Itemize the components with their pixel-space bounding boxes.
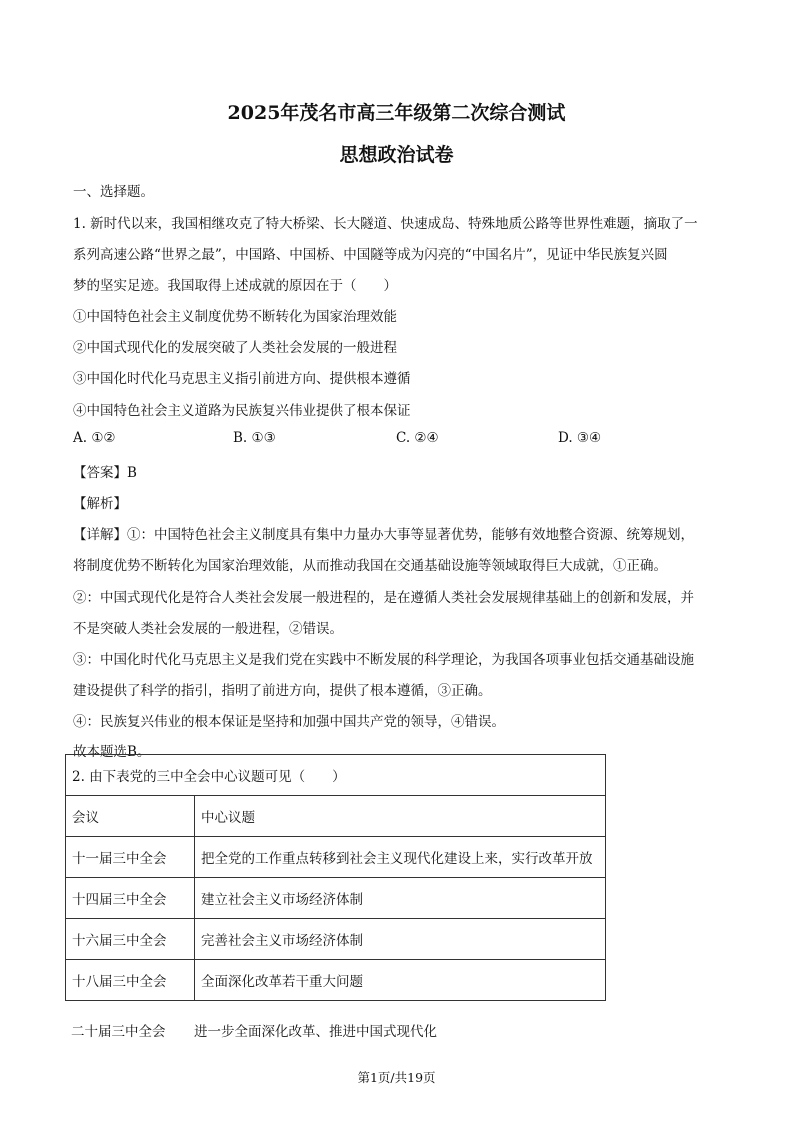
q1-explanation-line-8: 故本题选B。 bbox=[73, 744, 151, 760]
page-number: 第1页/共19页 bbox=[357, 1070, 436, 1085]
q1-stem-line-3: 梦的坚实足迹。我国取得上述成就的原因在于（ ） bbox=[73, 278, 397, 294]
q1-statement-1: ①中国特色社会主义制度优势不断转化为国家治理效能 bbox=[73, 309, 397, 325]
q1-stem-line-1: 1. 新时代以来，我国相继攻克了特大桥梁、长大隧道、快速成岛、特殊地质公路等世界性难题，摘取了一 bbox=[73, 216, 698, 232]
q1-explanation-line-2: 将制度优势不断转化为国家治理效能，从而推动我国在交通基础设施等领域取得巨大成就，①正确。 bbox=[73, 558, 667, 574]
q1-explanation-line-5: ③：中国化时代化马克思主义是我们党在实践中不断发展的科学理论，为我国各项事业包括交通基础设施 bbox=[73, 652, 694, 668]
table-cell: 十六届三中全会 bbox=[66, 919, 195, 960]
q1-explanation-line-6: 建设提供了科学的指引，指明了前进方向，提供了根本遵循，③正确。 bbox=[73, 683, 492, 699]
q1-option-c: C. ②④ bbox=[396, 430, 439, 446]
q1-statement-4: ④中国特色社会主义道路为民族复兴伟业提供了根本保证 bbox=[73, 403, 411, 419]
section-label: 一、选择题。 bbox=[73, 184, 154, 200]
table-row bbox=[66, 837, 606, 878]
table-cell: 十四届三中全会 bbox=[66, 878, 195, 919]
meetings-table bbox=[65, 754, 606, 1001]
table-cell: 全面深化改革若干重大问题 bbox=[195, 960, 606, 1001]
table-row bbox=[66, 960, 606, 1001]
table-row bbox=[66, 755, 606, 796]
q1-explanation-line-1: 【详解】①：中国特色社会主义制度具有集中力量办大事等显著优势，能够有效地整合资源、统筹规划， bbox=[73, 527, 694, 543]
q2-last-row-topic: 进一步全面深化改革、推进中国式现代化 bbox=[194, 1024, 437, 1040]
table-row bbox=[66, 919, 606, 960]
q1-option-b: B. ①③ bbox=[233, 430, 276, 446]
q1-analysis-label: 【解析】 bbox=[73, 496, 127, 512]
q1-explanation-line-3: ②：中国式现代化是符合人类社会发展一般进程的，是在遵循人类社会发展规律基础上的创新和发展，并 bbox=[73, 590, 694, 606]
q1-answer: 【答案】B bbox=[73, 465, 137, 481]
table-cell: 十一届三中全会 bbox=[66, 837, 195, 878]
table-cell: 完善社会主义市场经济体制 bbox=[195, 919, 606, 960]
q1-statement-2: ②中国式现代化的发展突破了人类社会发展的一般进程 bbox=[73, 340, 397, 356]
q1-option-a: A. ①② bbox=[73, 430, 116, 446]
table-cell: 把全党的工作重点转移到社会主义现代化建设上来，实行改革开放 bbox=[195, 837, 606, 878]
q2-last-row-meeting: 二十届三中全会 bbox=[71, 1024, 166, 1040]
table-header-row bbox=[66, 796, 606, 837]
q1-stem-line-2: 系列高速公路“世界之最”，中国路、中国桥、中国隧等成为闪亮的“中国名片”，见证中华民族复兴圆 bbox=[73, 247, 668, 263]
page-title: 2025年茂名市高三年级第二次综合测试 bbox=[227, 102, 566, 124]
q2-stem: 2. 由下表党的三中全会中心议题可见（ ） bbox=[66, 755, 606, 796]
q1-explanation-line-4: 不是突破人类社会发展的一般进程，②错误。 bbox=[73, 621, 343, 637]
q1-option-d: D. ③④ bbox=[558, 430, 602, 446]
page-subtitle: 思想政治试卷 bbox=[339, 144, 454, 166]
q1-statement-3: ③中国化时代化马克思主义指引前进方向、提供根本遵循 bbox=[73, 371, 411, 387]
table-header-cell: 中心议题 bbox=[195, 796, 606, 837]
table-cell: 十八届三中全会 bbox=[66, 960, 195, 1001]
q1-explanation-line-7: ④：民族复兴伟业的根本保证是坚持和加强中国共产党的领导，④错误。 bbox=[73, 714, 505, 730]
table-cell: 建立社会主义市场经济体制 bbox=[195, 878, 606, 919]
table-row bbox=[66, 878, 606, 919]
table-header-cell: 会议 bbox=[66, 796, 195, 837]
